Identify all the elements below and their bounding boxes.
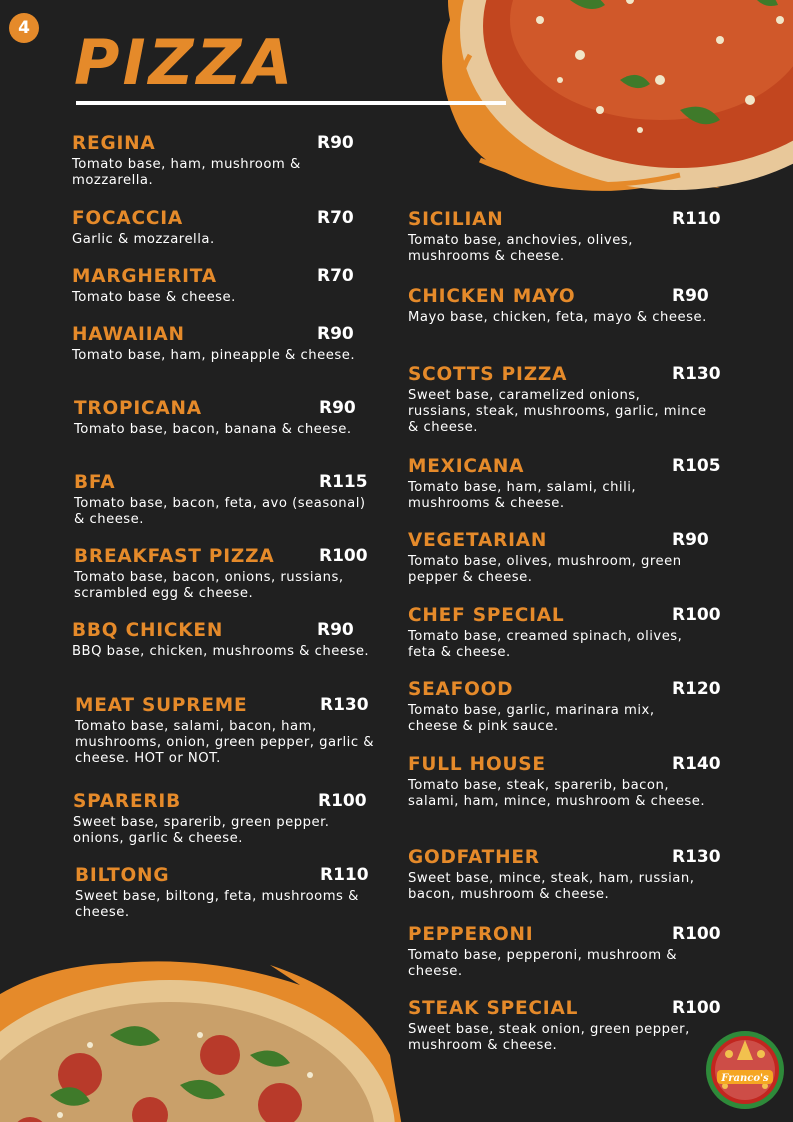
item-price: R140: [672, 754, 721, 774]
item-description: Sweet base, biltong, feta, mushrooms & cheese.: [75, 889, 359, 920]
item-name: MEAT SUPREME: [75, 695, 248, 716]
item-description: Tomato base, ham, pineapple & cheese.: [72, 348, 356, 363]
item-description: Tomato base, garlic, marinara mix, cheese & pink sauce.: [408, 703, 655, 734]
item-description: Tomato base, steak, sparerib, bacon, salami, ham, mince, mushroom & cheese.: [408, 778, 706, 809]
item-price: R110: [320, 865, 369, 885]
item-price: R130: [672, 364, 721, 384]
item-description: Tomato base, ham, mushroom & mozzarella.: [72, 157, 301, 188]
item-name: GODFATHER: [408, 847, 540, 868]
item-description: Tomato base & cheese.: [72, 290, 236, 305]
item-name: SCOTTS PIZZA: [408, 364, 568, 385]
item-name: TROPICANA: [74, 398, 202, 419]
item-price: R105: [672, 456, 721, 476]
item-name: SPARERIB: [73, 791, 182, 812]
item-description: Sweet base, caramelized onions, russians, steak, mushrooms, garlic, mince & cheese.: [408, 388, 707, 435]
item-description: Tomato base, bacon, onions, russians, scrambled egg & cheese.: [74, 570, 344, 601]
item-price: R110: [672, 209, 721, 229]
item-description: BBQ base, chicken, mushrooms & cheese.: [72, 644, 370, 659]
item-price: R100: [672, 605, 721, 625]
item-name: BREAKFAST PIZZA: [74, 546, 275, 567]
item-description: Tomato base, anchovies, olives, mushrooms & cheese.: [408, 233, 633, 264]
item-name: HAWAIIAN: [72, 324, 185, 345]
pizza-photo-top: [420, 0, 793, 195]
item-name: BBQ CHICKEN: [72, 620, 224, 641]
item-description: Sweet base, sparerib, green pepper. onions, garlic & cheese.: [73, 815, 330, 846]
item-price: R100: [319, 546, 368, 566]
pizza-photo-bottom: [0, 945, 410, 1122]
item-name: BILTONG: [75, 865, 170, 886]
item-name: CHEF SPECIAL: [408, 605, 565, 626]
title-underline: [76, 101, 506, 105]
item-name: SEAFOOD: [408, 679, 514, 700]
item-name: VEGETARIAN: [408, 530, 548, 551]
item-name: MEXICANA: [408, 456, 525, 477]
item-description: Tomato base, creamed spinach, olives, feta & cheese.: [408, 629, 683, 660]
item-description: Tomato base, bacon, banana & cheese.: [74, 422, 352, 437]
item-price: R130: [672, 847, 721, 867]
item-name: CHICKEN MAYO: [408, 286, 576, 307]
item-price: R100: [318, 791, 367, 811]
item-description: Tomato base, ham, salami, chili, mushrooms & cheese.: [408, 480, 637, 511]
page-number-badge: 4: [9, 13, 39, 43]
item-price: R70: [317, 208, 354, 228]
page-title: PIZZA: [74, 26, 296, 99]
item-description: Garlic & mozzarella.: [72, 232, 215, 247]
item-price: R90: [672, 286, 709, 306]
item-name: STEAK SPECIAL: [408, 998, 579, 1019]
item-name: MARGHERITA: [72, 266, 217, 287]
item-price: R70: [317, 266, 354, 286]
item-price: R100: [672, 998, 721, 1018]
item-name: FOCACCIA: [72, 208, 184, 229]
logo-text: Franco's: [721, 1073, 769, 1084]
item-name: REGINA: [72, 133, 156, 154]
item-description: Tomato base, pepperoni, mushroom & cheese.: [408, 948, 678, 979]
item-description: Tomato base, salami, bacon, ham, mushrooms, onion, green pepper, garlic & cheese. HOT or NOT.: [75, 719, 375, 766]
item-price: R90: [317, 620, 354, 640]
item-price: R115: [319, 472, 368, 492]
item-description: Mayo base, chicken, feta, mayo & cheese.: [408, 310, 707, 325]
item-price: R90: [317, 133, 354, 153]
item-price: R100: [672, 924, 721, 944]
item-name: FULL HOUSE: [408, 754, 546, 775]
item-description: Sweet base, mince, steak, ham, russian, bacon, mushroom & cheese.: [408, 871, 695, 902]
restaurant-logo: [705, 1030, 785, 1110]
item-price: R130: [320, 695, 369, 715]
item-price: R90: [672, 530, 709, 550]
item-description: Tomato base, olives, mushroom, green pepper & cheese.: [408, 554, 682, 585]
item-description: Sweet base, steak onion, green pepper, mushroom & cheese.: [408, 1022, 690, 1053]
item-name: SICILIAN: [408, 209, 504, 230]
item-name: BFA: [74, 472, 116, 493]
item-name: PEPPERONI: [408, 924, 534, 945]
item-price: R90: [319, 398, 356, 418]
item-description: Tomato base, bacon, feta, avo (seasonal) & cheese.: [74, 496, 366, 527]
item-price: R90: [317, 324, 354, 344]
item-price: R120: [672, 679, 721, 699]
